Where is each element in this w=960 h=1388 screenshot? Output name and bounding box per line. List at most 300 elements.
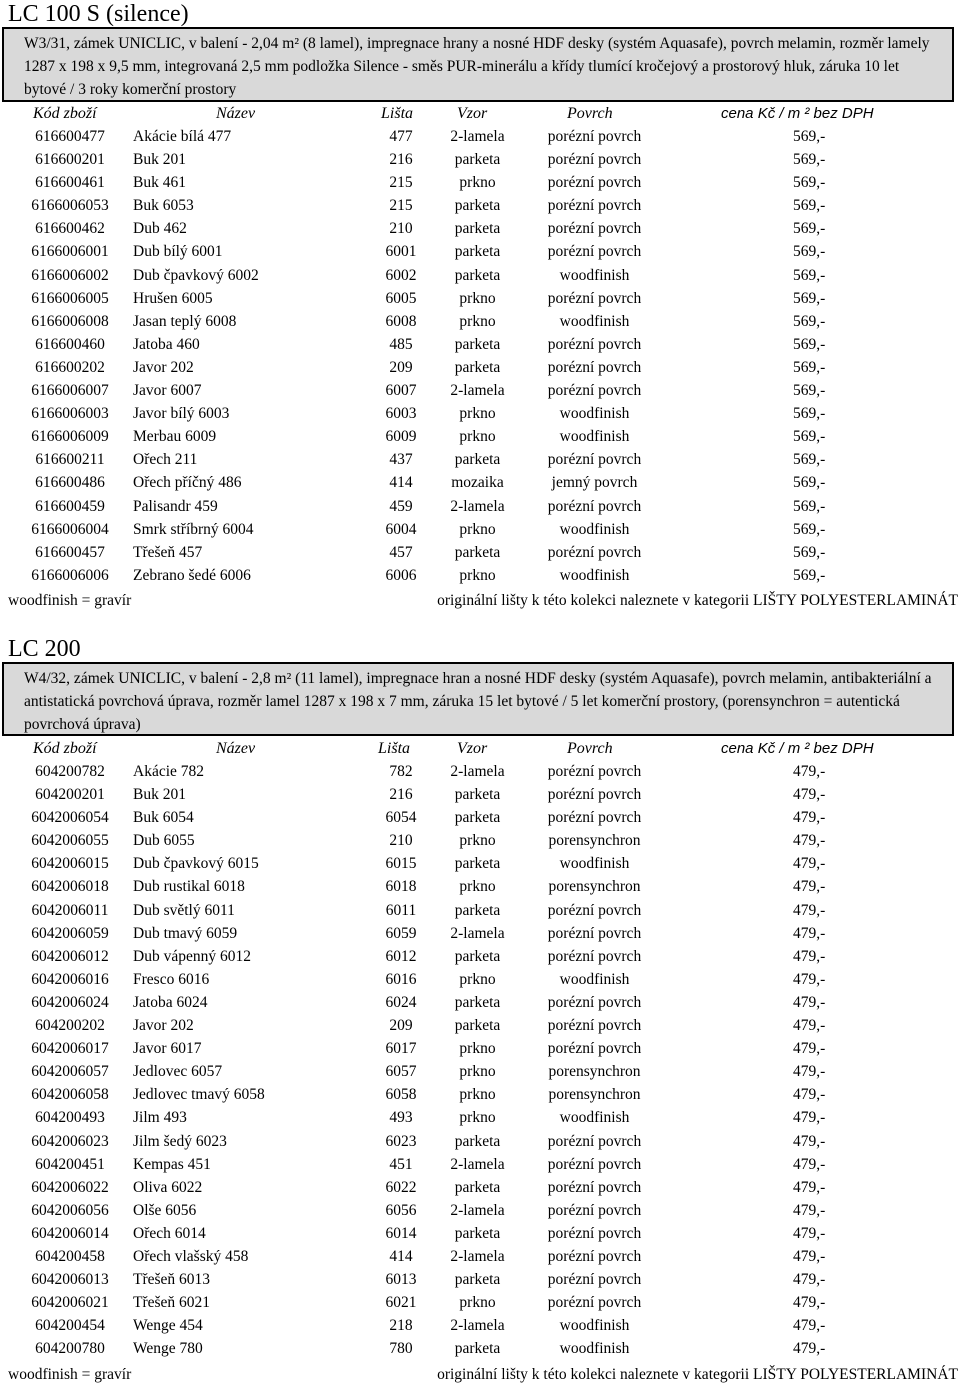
product-price: 479,-	[793, 1040, 826, 1058]
footnote-right: originální lišty k této kolekci naleznete v kategorii LIŠTY POLYESTERLAMINÁT	[437, 592, 958, 609]
table-row	[0, 496, 960, 519]
header-code: Kód zboží	[33, 105, 97, 122]
product-price: 479,-	[793, 947, 826, 965]
product-vzor: prkno	[459, 832, 496, 850]
product-price: 479,-	[793, 1294, 826, 1312]
table-row	[0, 900, 960, 923]
product-price: 569,-	[793, 151, 826, 169]
product-vzor: parketa	[454, 151, 501, 169]
table-row	[0, 923, 960, 946]
product-price: 479,-	[793, 970, 826, 988]
table-row	[0, 1084, 960, 1107]
header-vzor: Vzor	[457, 740, 488, 757]
product-code: 6042006058	[31, 1086, 109, 1104]
product-code: 616600477	[35, 128, 105, 145]
product-lista: 6007	[385, 382, 417, 400]
header-price: cena Kč / m ² bez DPH	[721, 105, 874, 122]
table-row	[0, 126, 960, 149]
product-code: 604200493	[35, 1109, 105, 1127]
product-lista: 6015	[385, 855, 417, 873]
product-lista: 414	[389, 474, 413, 492]
product-povrch: porézní povrch	[547, 382, 642, 400]
product-lista: 6024	[385, 993, 417, 1011]
product-povrch: porézní povrch	[547, 497, 642, 515]
product-price: 569,-	[793, 474, 826, 492]
table-row	[0, 195, 960, 218]
product-code: 6166006053	[31, 197, 109, 215]
product-lista: 6014	[385, 1224, 417, 1242]
table-row	[0, 1154, 960, 1177]
product-povrch: porézní povrch	[547, 151, 642, 169]
product-code: 6166006006	[31, 566, 109, 584]
product-povrch: porézní povrch	[547, 947, 642, 965]
product-code: 616600211	[35, 451, 105, 469]
product-povrch: jemný povrch	[551, 474, 638, 492]
product-lista: 6054	[385, 809, 417, 827]
product-code: 616600461	[35, 174, 105, 192]
product-name: Jatoba 460	[133, 335, 200, 353]
table-header-lc200	[0, 738, 960, 761]
product-lista: 6004	[385, 520, 417, 538]
table-row	[0, 1061, 960, 1084]
product-vzor: prkno	[459, 970, 496, 988]
product-povrch: porézní povrch	[547, 358, 642, 376]
product-lista: 485	[389, 335, 413, 353]
product-price: 479,-	[793, 1224, 826, 1242]
section-title-lc100: LC 100 S (silence)	[8, 1, 189, 27]
product-name: Javor 202	[133, 358, 194, 376]
product-code: 604200780	[35, 1340, 105, 1358]
product-name: Dub čpavkový 6015	[133, 855, 259, 873]
product-vzor: prkno	[459, 1063, 496, 1081]
product-lista: 459	[389, 497, 413, 515]
product-vzor: parketa	[454, 197, 501, 215]
product-name: Buk 6053	[133, 197, 194, 215]
product-povrch: porézní povrch	[547, 243, 642, 261]
product-povrch: woodfinish	[559, 520, 630, 538]
product-code: 6042006023	[31, 1132, 109, 1150]
product-name: Jasan teplý 6008	[133, 312, 237, 330]
product-lista: 6013	[385, 1271, 417, 1289]
product-povrch: porézní povrch	[547, 197, 642, 215]
product-povrch: porézní povrch	[547, 1271, 642, 1289]
product-vzor: parketa	[454, 1340, 501, 1358]
product-lista: 6006	[385, 566, 417, 584]
product-vzor: prkno	[459, 1109, 496, 1127]
product-povrch: woodfinish	[559, 855, 630, 873]
header-lista: Lišta	[381, 105, 414, 122]
product-povrch: woodfinish	[559, 312, 630, 330]
product-vzor: parketa	[454, 901, 501, 919]
product-lista: 451	[389, 1155, 413, 1173]
product-price: 479,-	[793, 1317, 826, 1335]
product-vzor: parketa	[454, 1017, 501, 1035]
table-row	[0, 1177, 960, 1200]
product-price: 479,-	[793, 1132, 826, 1150]
product-povrch: porensynchron	[548, 878, 641, 896]
table-row	[0, 1107, 960, 1130]
product-lista: 215	[389, 197, 413, 215]
product-code: 616600486	[35, 474, 105, 492]
table-row	[0, 426, 960, 449]
product-lista: 210	[389, 832, 413, 850]
table-row	[0, 1246, 960, 1269]
product-povrch: porézní povrch	[547, 1178, 642, 1196]
product-vzor: parketa	[454, 1132, 501, 1150]
product-povrch: woodfinish	[559, 970, 630, 988]
table-row	[0, 218, 960, 241]
product-vzor: prkno	[459, 1040, 496, 1058]
product-lista: 6005	[385, 289, 417, 307]
product-name: Dub 462	[133, 220, 187, 238]
product-lista: 6002	[385, 266, 417, 284]
product-lista: 6011	[385, 901, 417, 919]
footnote-lc100	[0, 591, 960, 613]
product-price: 569,-	[793, 405, 826, 423]
product-lista: 6008	[385, 312, 417, 330]
product-name: Fresco 6016	[133, 970, 210, 988]
product-code: 6042006057	[31, 1063, 109, 1081]
product-vzor: parketa	[454, 947, 501, 965]
table-row	[0, 149, 960, 172]
product-price: 569,-	[793, 289, 826, 307]
product-name: Oliva 6022	[133, 1178, 203, 1196]
product-povrch: porézní povrch	[547, 993, 642, 1011]
product-povrch: porézní povrch	[547, 1132, 642, 1150]
product-code: 6166006002	[31, 266, 109, 284]
product-code: 604200451	[35, 1155, 105, 1173]
product-lista: 414	[389, 1247, 413, 1265]
product-price: 479,-	[793, 1017, 826, 1035]
product-price: 569,-	[793, 128, 826, 145]
product-lista: 493	[389, 1109, 413, 1127]
product-price: 569,-	[793, 220, 826, 238]
product-name: Javor 202	[133, 1017, 194, 1035]
footnote-right: originální lišty k této kolekci naleznete v kategorii LIŠTY POLYESTERLAMINÁT	[437, 1366, 958, 1383]
product-name: Javor 6017	[133, 1040, 202, 1058]
product-name: Dub čpavkový 6002	[133, 266, 259, 284]
product-vzor: parketa	[454, 220, 501, 238]
product-vzor: 2-lamela	[450, 763, 505, 780]
product-vzor: 2-lamela	[450, 1201, 505, 1219]
product-name: Buk 201	[133, 786, 186, 804]
product-code: 6166006007	[31, 382, 109, 400]
section-description-lc100: W3/31, zámek UNICLIC, v balení - 2,04 m² (8 lamel), impregnace hrany a nosné HDF desky (systém Aquasafe), povrch melamin, rozměr lamely 1287 x 198 x 9,5 mm, integrovaná 2,5 mm podložka Silence - směs PUR-minerálu a křídy tlumící kročejový a prostorový hluk, záruka 10 let bytové / 3 roky komerční prostory	[2, 27, 954, 102]
product-name: Ořech 211	[133, 451, 198, 469]
table-row	[0, 403, 960, 426]
product-name: Wenge 454	[133, 1317, 203, 1335]
product-vzor: parketa	[454, 786, 501, 804]
product-lista: 209	[389, 358, 413, 376]
product-vzor: prkno	[459, 878, 496, 896]
product-povrch: porézní povrch	[547, 289, 642, 307]
product-name: Hrušen 6005	[133, 289, 213, 307]
table-row	[0, 334, 960, 357]
product-code: 616600459	[35, 497, 105, 515]
product-name: Ořech 6014	[133, 1224, 206, 1242]
product-vzor: parketa	[454, 335, 501, 353]
table-row	[0, 1015, 960, 1038]
header-povrch: Povrch	[567, 740, 613, 757]
header-price: cena Kč / m ² bez DPH	[721, 740, 874, 757]
product-price: 479,-	[793, 832, 826, 850]
product-code: 6042006012	[31, 947, 109, 965]
product-code: 6042006011	[31, 901, 109, 919]
table-row	[0, 357, 960, 380]
product-price: 569,-	[793, 174, 826, 192]
product-lista: 782	[389, 763, 413, 780]
product-name: Dub rustikal 6018	[133, 878, 245, 896]
product-code: 6042006013	[31, 1271, 109, 1289]
product-price: 569,-	[793, 197, 826, 215]
product-name: Smrk stříbrný 6004	[133, 520, 254, 538]
footnote-left: woodfinish = gravír	[8, 592, 132, 609]
table-row	[0, 946, 960, 969]
table-row	[0, 265, 960, 288]
table-row	[0, 449, 960, 472]
product-name: Buk 6054	[133, 809, 194, 827]
product-lista: 216	[389, 786, 413, 804]
product-name: Olše 6056	[133, 1201, 197, 1219]
product-vzor: parketa	[454, 1271, 501, 1289]
product-name: Ořech příčný 486	[133, 474, 242, 492]
product-povrch: porézní povrch	[547, 924, 642, 942]
product-vzor: parketa	[454, 1178, 501, 1196]
table-header-lc100	[0, 103, 960, 126]
product-vzor: 2-lamela	[450, 382, 505, 400]
product-povrch: woodfinish	[559, 1317, 630, 1335]
product-name: Buk 461	[133, 174, 186, 192]
product-price: 479,-	[793, 1063, 826, 1081]
product-povrch: porézní povrch	[547, 1040, 642, 1058]
product-lista: 6056	[385, 1201, 417, 1219]
product-code: 616600462	[35, 220, 105, 238]
product-lista: 6023	[385, 1132, 417, 1150]
product-price: 479,-	[793, 924, 826, 942]
product-vzor: prkno	[459, 1086, 496, 1104]
product-code: 616600457	[35, 543, 105, 561]
product-code: 6042006016	[31, 970, 109, 988]
product-name: Javor bílý 6003	[133, 405, 230, 423]
product-price: 479,-	[793, 1086, 826, 1104]
product-code: 6166006005	[31, 289, 109, 307]
table-row	[0, 761, 960, 784]
product-name: Ořech vlašský 458	[133, 1247, 249, 1265]
product-price: 479,-	[793, 878, 826, 896]
product-name: Dub tmavý 6059	[133, 924, 238, 942]
product-vzor: prkno	[459, 312, 496, 330]
product-povrch: woodfinish	[559, 566, 630, 584]
product-lista: 6001	[385, 243, 417, 261]
product-vzor: prkno	[459, 405, 496, 423]
table-row	[0, 565, 960, 588]
table-row	[0, 380, 960, 403]
table-row	[0, 853, 960, 876]
product-price: 479,-	[793, 1247, 826, 1265]
product-lista: 6059	[385, 924, 417, 942]
product-code: 6042006021	[31, 1294, 109, 1312]
product-name: Dub vápenný 6012	[133, 947, 251, 965]
product-lista: 477	[389, 128, 413, 145]
product-vzor: prkno	[459, 289, 496, 307]
table-row	[0, 1269, 960, 1292]
product-price: 479,-	[793, 1201, 826, 1219]
table-row	[0, 1200, 960, 1223]
table-row	[0, 876, 960, 899]
product-lista: 209	[389, 1017, 413, 1035]
product-vzor: parketa	[454, 1224, 501, 1242]
product-vzor: parketa	[454, 543, 501, 561]
product-povrch: porézní povrch	[547, 901, 642, 919]
product-price: 569,-	[793, 358, 826, 376]
product-povrch: porézní povrch	[547, 1017, 642, 1035]
product-povrch: porézní povrch	[547, 128, 642, 145]
product-vzor: mozaika	[451, 474, 504, 492]
product-code: 6042006014	[31, 1224, 109, 1242]
product-lista: 6012	[385, 947, 417, 965]
product-povrch: woodfinish	[559, 266, 630, 284]
product-price: 569,-	[793, 243, 826, 261]
product-vzor: 2-lamela	[450, 128, 505, 145]
product-vzor: parketa	[454, 243, 501, 261]
table-row	[0, 807, 960, 830]
header-code: Kód zboží	[33, 740, 97, 757]
product-name: Jatoba 6024	[133, 993, 208, 1011]
table-row	[0, 1038, 960, 1061]
product-price: 569,-	[793, 335, 826, 353]
product-price: 569,-	[793, 382, 826, 400]
product-code: 6042006018	[31, 878, 109, 896]
product-code: 616600201	[35, 151, 105, 169]
product-povrch: porézní povrch	[547, 543, 642, 561]
product-code: 6042006024	[31, 993, 109, 1011]
product-lista: 6018	[385, 878, 417, 896]
product-name: Palisandr 459	[133, 497, 218, 515]
product-price: 479,-	[793, 809, 826, 827]
product-vzor: parketa	[454, 855, 501, 873]
product-price: 569,-	[793, 497, 826, 515]
product-lista: 6003	[385, 405, 417, 423]
product-price: 479,-	[793, 901, 826, 919]
header-name: Název	[216, 105, 256, 122]
product-name: Zebrano šedé 6006	[133, 566, 251, 584]
product-vzor: 2-lamela	[450, 497, 505, 515]
product-lista: 780	[389, 1340, 413, 1358]
product-povrch: porensynchron	[548, 832, 641, 850]
product-povrch: porensynchron	[548, 1086, 641, 1104]
product-vzor: prkno	[459, 1294, 496, 1312]
product-code: 6042006055	[31, 832, 109, 850]
product-povrch: porézní povrch	[547, 174, 642, 192]
table-row	[0, 288, 960, 311]
product-price: 479,-	[793, 993, 826, 1011]
product-name: Dub bílý 6001	[133, 243, 223, 261]
product-price: 569,-	[793, 428, 826, 446]
product-vzor: 2-lamela	[450, 1155, 505, 1173]
product-povrch: porézní povrch	[547, 335, 642, 353]
product-price: 479,-	[793, 1271, 826, 1289]
product-lista: 6022	[385, 1178, 417, 1196]
table-row	[0, 172, 960, 195]
product-povrch: porézní povrch	[547, 786, 642, 804]
product-vzor: parketa	[454, 358, 501, 376]
product-vzor: prkno	[459, 520, 496, 538]
footnote-lc200	[0, 1365, 960, 1387]
product-price: 569,-	[793, 266, 826, 284]
product-povrch: woodfinish	[559, 405, 630, 423]
footnote-left: woodfinish = gravír	[8, 1366, 132, 1383]
table-row	[0, 969, 960, 992]
product-table-lc200	[0, 761, 960, 1361]
product-povrch: porézní povrch	[547, 763, 642, 780]
product-lista: 6057	[385, 1063, 417, 1081]
table-row	[0, 311, 960, 334]
product-vzor: prkno	[459, 566, 496, 584]
table-row	[0, 1315, 960, 1338]
section-description-lc200: W4/32, zámek UNICLIC, v balení - 2,8 m² (11 lamel), impregnace hran a nosné HDF desky (systém Aquasafe), povrch melamin, antibakteriální a antistatická povrchová úprava, rozměr lamel 1287 x 198 x 7 mm, záruka 15 let bytové / 5 let komerční prostory, (porensynchron = autentická povrchová úprava)	[2, 662, 954, 736]
product-code: 6166006003	[31, 405, 109, 423]
product-vzor: 2-lamela	[450, 924, 505, 942]
product-povrch: woodfinish	[559, 1340, 630, 1358]
product-code: 6166006004	[31, 520, 109, 538]
table-row	[0, 519, 960, 542]
product-lista: 216	[389, 151, 413, 169]
product-price: 479,-	[793, 1340, 826, 1358]
header-lista: Lišta	[378, 740, 411, 757]
product-vzor: parketa	[454, 993, 501, 1011]
product-vzor: 2-lamela	[450, 1317, 505, 1335]
product-code: 6042006022	[31, 1178, 109, 1196]
table-row	[0, 1338, 960, 1361]
product-vzor: 2-lamela	[450, 1247, 505, 1265]
product-name: Wenge 780	[133, 1340, 203, 1358]
table-row	[0, 1131, 960, 1154]
product-code: 6166006001	[31, 243, 109, 261]
table-row	[0, 472, 960, 495]
product-povrch: porézní povrch	[547, 1155, 642, 1173]
product-name: Jedlovec tmavý 6058	[133, 1086, 265, 1104]
product-name: Třešeň 6021	[133, 1294, 211, 1312]
product-price: 569,-	[793, 566, 826, 584]
product-price: 479,-	[793, 786, 826, 804]
product-price: 479,-	[793, 855, 826, 873]
product-povrch: woodfinish	[559, 428, 630, 446]
product-price: 569,-	[793, 520, 826, 538]
product-name: Třešeň 6013	[133, 1271, 211, 1289]
product-name: Jilm šedý 6023	[133, 1132, 227, 1150]
product-price: 479,-	[793, 1109, 826, 1127]
product-price: 569,-	[793, 312, 826, 330]
product-povrch: porensynchron	[548, 1063, 641, 1081]
product-name: Dub světlý 6011	[133, 901, 235, 919]
product-lista: 6058	[385, 1086, 417, 1104]
product-lista: 6017	[385, 1040, 417, 1058]
product-povrch: porézní povrch	[547, 1224, 642, 1242]
product-lista: 457	[389, 543, 413, 561]
product-povrch: porézní povrch	[547, 1294, 642, 1312]
product-code: 616600460	[35, 335, 105, 353]
table-row	[0, 784, 960, 807]
product-lista: 6009	[385, 428, 417, 446]
table-row	[0, 542, 960, 565]
section-title-lc200: LC 200	[8, 636, 81, 662]
product-code: 6042006017	[31, 1040, 109, 1058]
product-povrch: porézní povrch	[547, 220, 642, 238]
product-code: 6042006056	[31, 1201, 109, 1219]
product-code: 616600202	[35, 358, 105, 376]
product-name: Buk 201	[133, 151, 186, 169]
table-row	[0, 992, 960, 1015]
